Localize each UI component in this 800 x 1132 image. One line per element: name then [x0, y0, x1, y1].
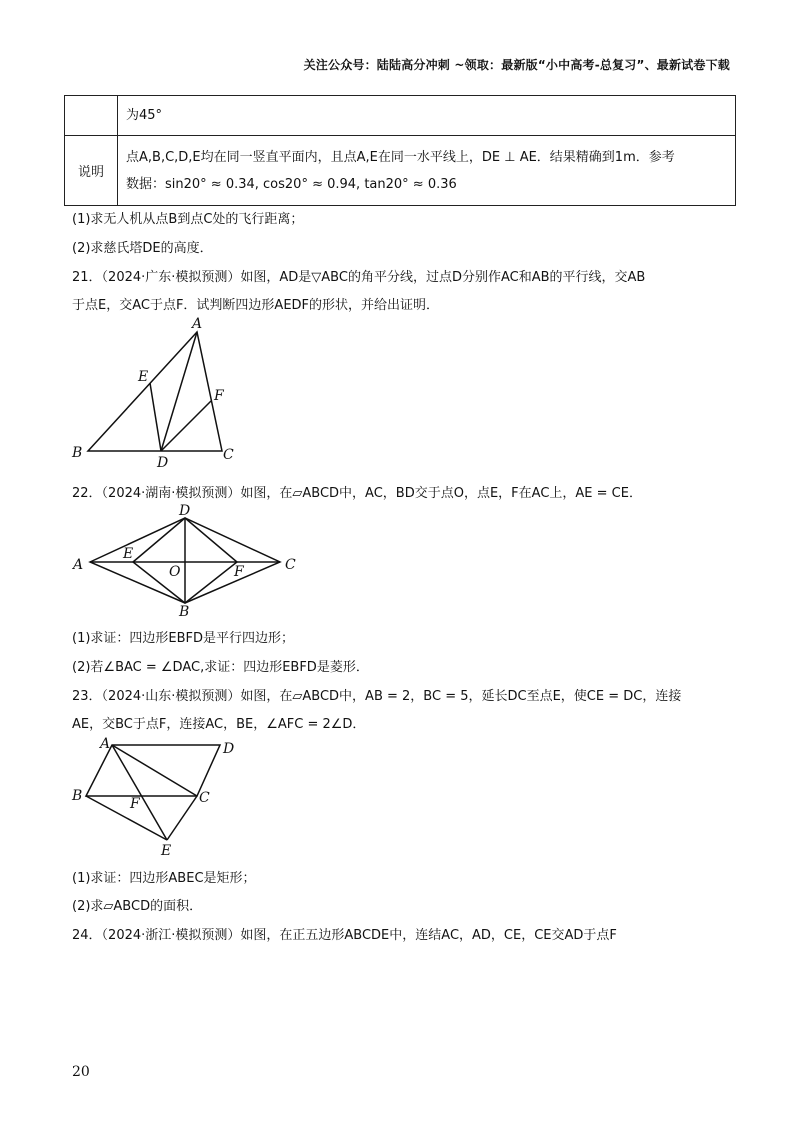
q22-label-a: A	[73, 557, 84, 573]
q23-part2: (2)求▱ABCD的面积．	[72, 899, 203, 914]
table-row2-line1: 点A,B,C,D,E均在同一竖直平面内，且点A,E在同一水平线上，DE ⊥ AE．结果精确到1m．参考	[126, 149, 675, 165]
table-row2-line2: 数据：sin20° ≈ 0.34, cos20° ≈ 0.94, tan20° ≈ 0.36	[126, 176, 457, 192]
q23-label-c: C	[199, 790, 210, 806]
q22-label-o: O	[169, 564, 181, 580]
q23-line2: AE，交BC于点F，连接AC，BE，∠AFC = 2∠D．	[72, 717, 366, 732]
q21-label-c: C	[223, 447, 234, 463]
q22-part1: (1)求证：四边形EBFD是平行四边形；	[72, 631, 295, 646]
q23-segment-ce	[167, 796, 197, 840]
q20-part2: (2)求慈氏塔DE的高度．	[72, 241, 213, 256]
q23-segment-ac	[112, 745, 197, 796]
q21-label-f: F	[214, 388, 224, 404]
q24-line1: 24．（2024·浙江·模拟预测）如图，在正五边形ABCDE中，连结AC，AD，CE，CE交AD于点F	[72, 928, 617, 943]
q21-label-b: B	[72, 445, 83, 461]
q22-label-d: D	[179, 503, 191, 519]
q22-line1: 22．（2024·湖南·模拟预测）如图，在▱ABCD中，AC，BD交于点O，点E，F在AC上，AE = CE．	[72, 486, 642, 501]
q22-figure	[60, 500, 310, 618]
q23-label-b: B	[72, 788, 83, 804]
q20-part1: (1)求无人机从点B到点C处的飞行距离；	[72, 212, 304, 227]
page-header: 关注公众号：陆陆高分冲刺 ~领取：最新版“小中高考-总复习”、最新试卷下载	[303, 58, 730, 72]
q22-part2: (2)若∠BAC = ∠DAC,求证：四边形EBFD是菱形．	[72, 660, 369, 675]
page-number: 20	[72, 1064, 90, 1080]
q23-label-f: F	[130, 796, 140, 812]
q21-triangle-abc	[88, 332, 222, 451]
table-row2-text	[118, 136, 736, 206]
q22-label-b: B	[179, 604, 190, 618]
q23-line1: 23．（2024·山东·模拟预测）如图，在▱ABCD中，AB = 2，BC = 5，延长DC至点E，使CE = DC，连接	[72, 689, 682, 704]
q22-label-f: F	[234, 564, 244, 580]
table-row1-text: 为45°	[118, 96, 736, 136]
q21-segment-ed	[150, 383, 161, 451]
q21-label-e: E	[138, 369, 149, 385]
q23-figure	[60, 730, 260, 858]
info-table	[64, 95, 736, 206]
q23-label-d: D	[223, 741, 235, 757]
table-empty-cell	[65, 96, 118, 136]
q23-label-e: E	[161, 843, 172, 858]
q21-label-d: D	[157, 455, 169, 471]
q22-label-c: C	[285, 557, 296, 573]
q23-label-a: A	[100, 736, 111, 752]
q21-label-a: A	[192, 316, 203, 332]
q23-part1: (1)求证：四边形ABEC是矩形；	[72, 871, 256, 886]
q21-line1: 21．（2024·广东·模拟预测）如图，AD是▽ABC的角平分线，过点D分别作AC和AB的平行线，交AB	[72, 270, 646, 285]
table-row2-label: 说明	[65, 136, 118, 206]
q21-figure	[60, 312, 260, 472]
q23-parallelogram-abcd	[86, 745, 220, 796]
q22-label-e: E	[123, 546, 134, 562]
q21-line2: 于点E，交AC于点F．试判断四边形AEDF的形状，并给出证明．	[72, 298, 440, 313]
